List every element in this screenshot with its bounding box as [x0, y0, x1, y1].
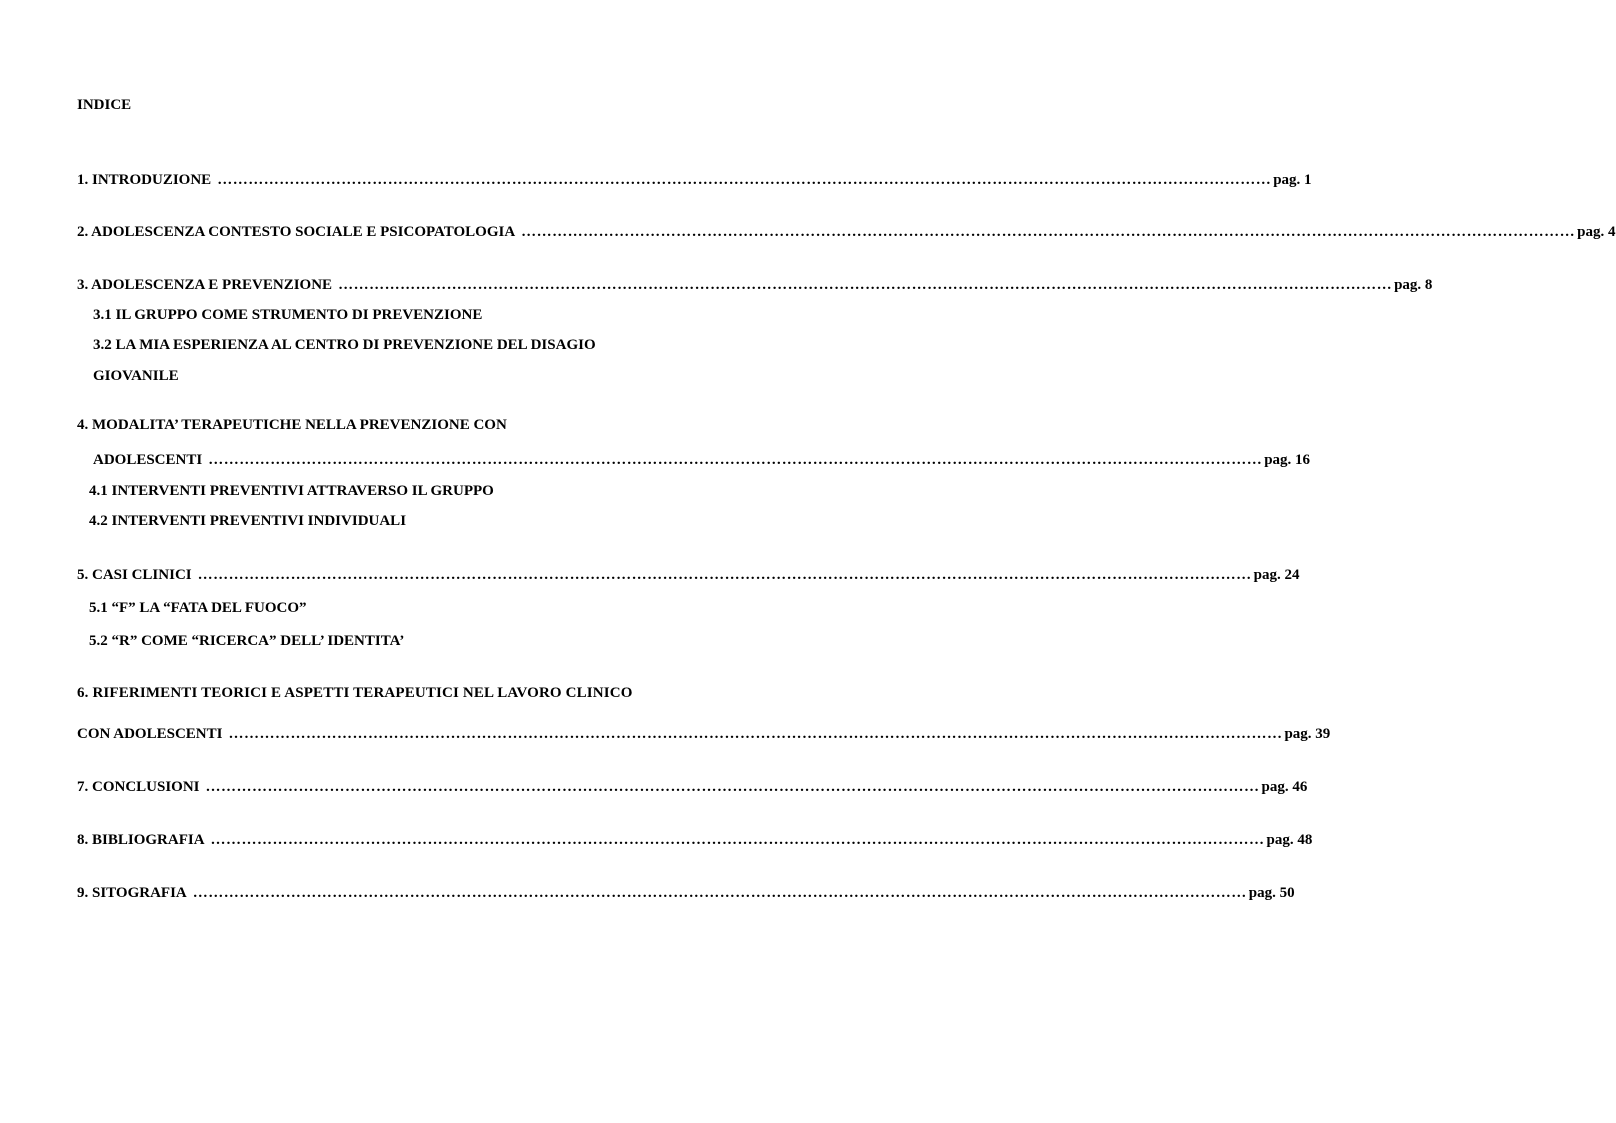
toc-entry-3	[77, 276, 1433, 294]
toc-entry-7	[77, 778, 1308, 796]
toc-entry-title: 7. CONCLUSIONI	[77, 779, 200, 795]
toc-entry-1	[77, 171, 1312, 189]
toc-subentry-5-1: 5.1 “F” LA “FATA DEL FUOCO”	[89, 600, 307, 616]
toc-entry-title: 2. ADOLESCENZA CONTESTO SOCIALE E PSICOPATOLOGIA	[77, 224, 516, 240]
toc-entry-5	[77, 566, 1300, 584]
toc-leader-dots: ……………………………………………………………………………………………………………………………………………………………………………………	[192, 885, 1247, 901]
page-title: INDICE	[77, 97, 132, 113]
toc-entry-title: CON ADOLESCENTI	[77, 726, 223, 742]
toc-subentry-4-2: 4.2 INTERVENTI PREVENTIVI INDIVIDUALI	[89, 513, 407, 529]
toc-leader-dots: ……………………………………………………………………………………………………………………………………………………………………………………	[197, 567, 1252, 583]
toc-leader-dots: ……………………………………………………………………………………………………………………………………………………………………………………	[521, 224, 1576, 240]
toc-subentry-3-2: 3.2 LA MIA ESPERIENZA AL CENTRO DI PREVENZIONE DEL DISAGIO	[93, 337, 596, 353]
toc-entry-title: 1. INTRODUZIONE	[77, 172, 212, 188]
toc-entry-title: 3. ADOLESCENZA E PREVENZIONE	[77, 277, 333, 293]
toc-entry-page: pag. 24	[1253, 567, 1300, 583]
toc-leader-dots: ……………………………………………………………………………………………………………………………………………………………………………………	[205, 779, 1260, 795]
toc-entry-8	[77, 831, 1313, 849]
toc-entry-page: pag. 1	[1273, 172, 1312, 188]
toc-entry-6-title: 6. RIFERIMENTI TEORICI E ASPETTI TERAPEUTICI NEL LAVORO CLINICO	[77, 685, 633, 701]
toc-entry-2	[77, 223, 1616, 241]
toc-entry-page: pag. 4	[1577, 224, 1616, 240]
toc-entry-9	[77, 884, 1295, 902]
toc-leader-dots: ……………………………………………………………………………………………………………………………………………………………………………………	[217, 172, 1272, 188]
toc-entry-page: pag. 39	[1284, 726, 1331, 742]
toc-entry-title: 9. SITOGRAFIA	[77, 885, 187, 901]
toc-leader-dots: ……………………………………………………………………………………………………………………………………………………………………………………	[208, 452, 1263, 468]
toc-entry-title: 5. CASI CLINICI	[77, 567, 192, 583]
toc-entry-page: pag. 50	[1248, 885, 1295, 901]
toc-subentry-3-2-cont: GIOVANILE	[93, 368, 179, 384]
toc-subentry-4-1: 4.1 INTERVENTI PREVENTIVI ATTRAVERSO IL GRUPPO	[89, 483, 494, 499]
toc-entry-6	[77, 725, 1331, 743]
toc-leader-dots: ……………………………………………………………………………………………………………………………………………………………………………………	[210, 832, 1265, 848]
toc-entry-4	[93, 451, 1311, 469]
toc-leader-dots: ……………………………………………………………………………………………………………………………………………………………………………………	[338, 277, 1393, 293]
toc-entry-page: pag. 46	[1261, 779, 1308, 795]
toc-entry-title: ADOLESCENTI	[93, 452, 203, 468]
toc-leader-dots: ……………………………………………………………………………………………………………………………………………………………………………………	[228, 726, 1283, 742]
toc-entry-page: pag. 48	[1266, 832, 1313, 848]
toc-entry-title: 8. BIBLIOGRAFIA	[77, 832, 205, 848]
toc-subentry-5-2: 5.2 “R” COME “RICERCA” DELL’ IDENTITA’	[89, 633, 405, 649]
toc-subentry-3-1: 3.1 IL GRUPPO COME STRUMENTO DI PREVENZIONE	[93, 307, 483, 323]
toc-entry-page: pag. 8	[1394, 277, 1433, 293]
toc-entry-4-title: 4. MODALITA’ TERAPEUTICHE NELLA PREVENZIONE CON	[77, 417, 507, 433]
toc-entry-page: pag. 16	[1264, 452, 1311, 468]
